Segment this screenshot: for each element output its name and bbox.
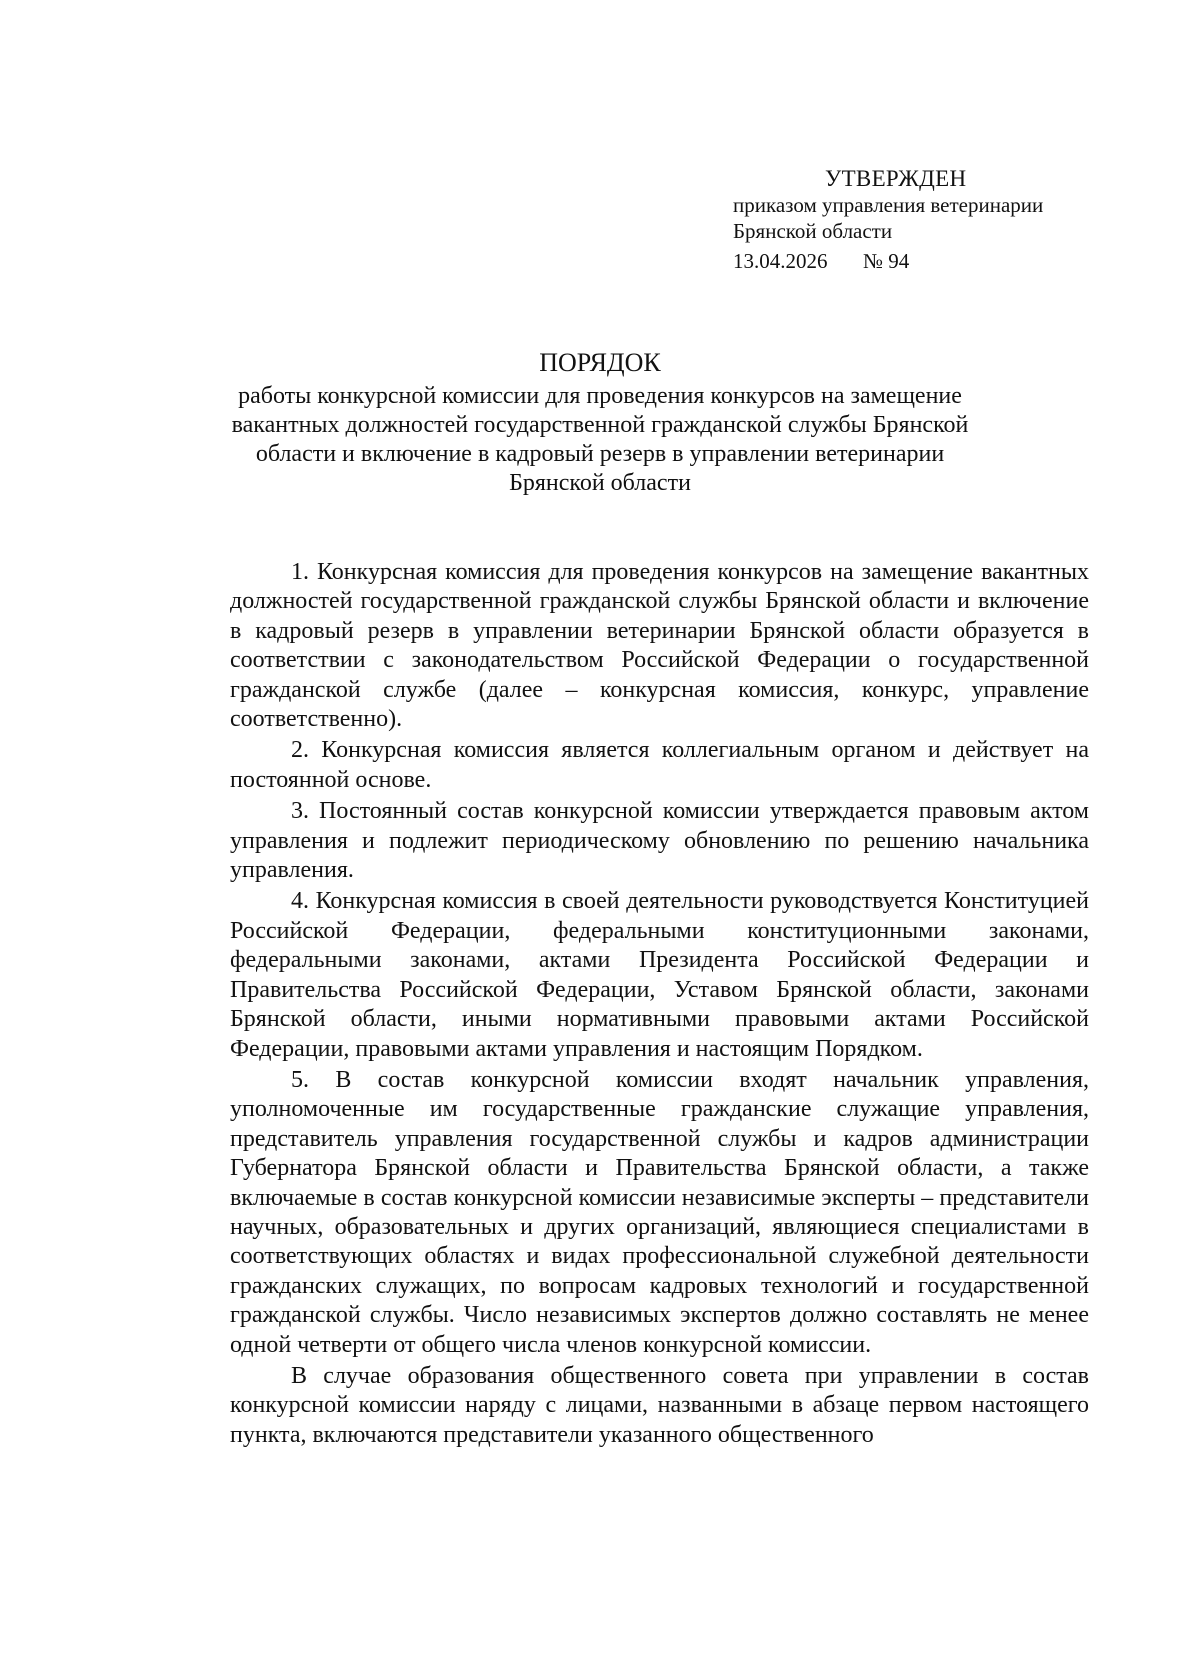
document-title: ПОРЯДОК <box>539 348 661 377</box>
paragraph-2: 2. Конкурсная комиссия является коллегиальным органом и действует на постоянной основе. <box>230 737 1089 793</box>
approval-date-row <box>733 248 1113 274</box>
document-body <box>230 558 1089 1452</box>
approval-title: УТВЕРЖДЕН <box>825 166 967 191</box>
paragraph-1: 1. Конкурсная комиссия для проведения конкурсов на замещение вакантных должностей государственной гражданской службы Брянской области и включение в кадровый резерв в управлении ветеринарии Брянской области образуется в соответствии с законодательством Российской Федерации о государственной гражданской службе (далее – конкурсная комиссия, конкурс, управление соответственно). <box>230 559 1089 733</box>
approval-number: № 94 <box>863 249 910 273</box>
paragraph-3: 3. Постоянный состав конкурсной комиссии утверждается правовым актом управления и подлежит периодическому обновлению по решению начальника управления. <box>230 798 1089 884</box>
paragraph-5-continued: В случае образования общественного совета при управлении в состав конкурсной комиссии наряду с лицами, названными в абзаце первом настоящего пункта, включаются представители указанного общественного <box>230 1362 1089 1448</box>
approval-stamp <box>733 166 1113 274</box>
approval-date: 13.04.2026 <box>733 249 828 273</box>
approval-line-2: Брянской области <box>733 219 893 243</box>
approval-line-1: приказом управления ветеринарии <box>733 193 1044 217</box>
paragraph-4: 4. Конкурсная комиссия в своей деятельности руководствуется Конституцией Российской Федерации, федеральными конституционными законами, федеральными законами, актами Президента Российской Федерации и Правительства Российской Федерации, Уставом Брянской области, законами Брянской области, иными нормативными правовыми актами Российской Федерации, правовыми актами управления и настоящим Порядком. <box>230 888 1089 1062</box>
document-subtitle: работы конкурсной комиссии для проведения конкурсов на замещение вакантных должностей государственной гражданской службы Брянской области и включение в кадровый резерв в управлении ветеринарии Брянской области <box>231 383 969 496</box>
paragraph-5: 5. В состав конкурсной комиссии входят начальник управления, уполномоченные им государственные гражданские служащие управления, представитель управления государственной службы и кадров администрации Губернатора Брянской области и Правительства Брянской области, а также включаемые в состав конкурсной комиссии независимые эксперты – представители научных, образовательных и других организаций, являющиеся специалистами в соответствующих областях и видах профессиональной служебной деятельности гражданских служащих, по вопросам кадровых технологий и государственной гражданской службы. Число независимых экспертов должно составлять не менее одной четверти от общего числа членов конкурсной комиссии. <box>230 1066 1089 1358</box>
